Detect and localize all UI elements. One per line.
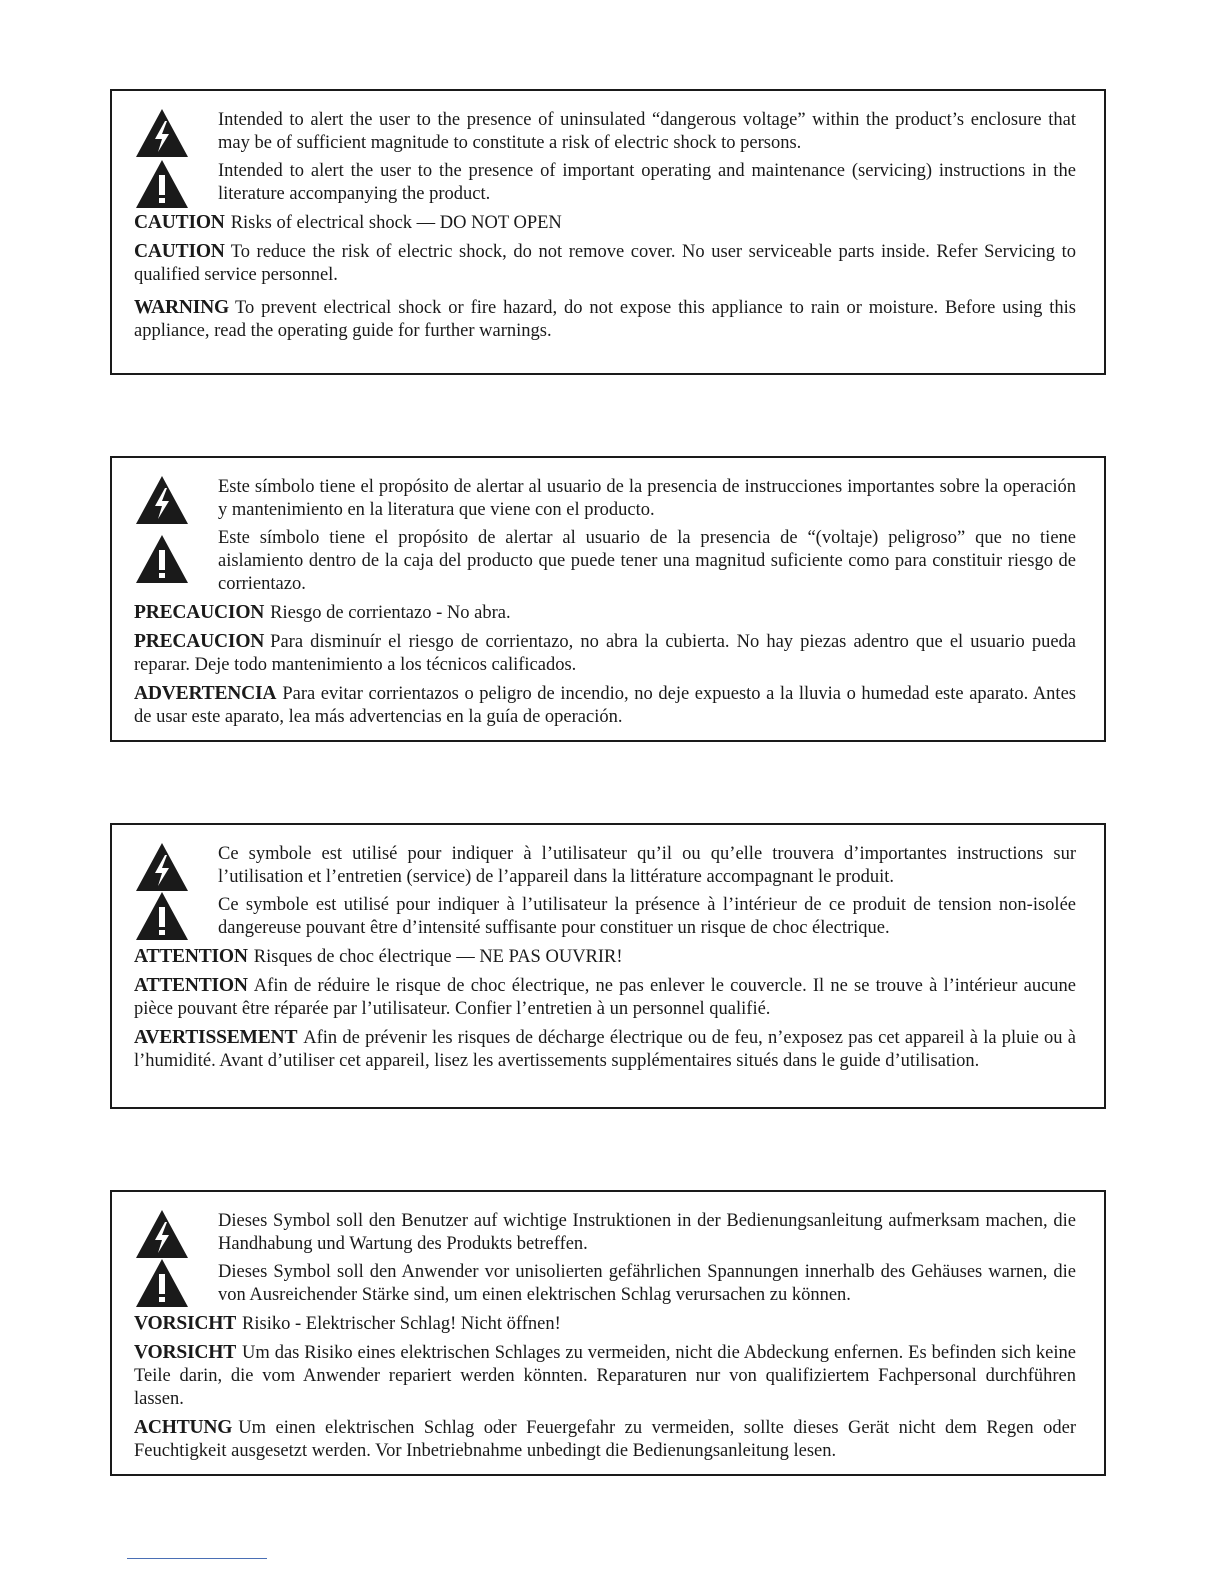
caution-text: Afin de réduire le risque de choc électrique, ne pas enlever le couvercle. Il ne se trouve à l’intérieur aucune pièce pouvant être réparée par l’utilisateur. Confier l’entretien à un personnel qualifié. <box>134 976 1076 1019</box>
warning-box-english <box>110 89 1106 375</box>
caution-paragraph <box>134 211 1076 235</box>
symbol-description: Ce symbole est utilisé pour indiquer à l’utilisateur qu’il ou qu’elle trouvera d’importantes instructions sur l’utilisation et l’entretien (service) de l’appareil dans la littérature accompagnant le produit. <box>218 844 1076 887</box>
symbol-row-lightning <box>134 1210 1076 1256</box>
caution-text: Risiko - Elektrischer Schlag! Nicht öffnen! <box>242 1314 561 1334</box>
caution-paragraph <box>134 945 1076 969</box>
caution-text: Risques de choc électrique — NE PAS OUVRIR! <box>253 947 623 967</box>
symbol-description: Este símbolo tiene el propósito de alertar al usuario de la presencia de instrucciones importantes sobre la operación y mantenimiento en la literatura que viene con el producto. <box>218 477 1076 520</box>
caution-label: PRECAUCION <box>134 631 265 652</box>
lightning-warning-icon <box>134 107 190 159</box>
symbol-description: Intended to alert the user to the presence of important operating and maintenance (servicing) instructions in the literature accompanying the product. <box>218 161 1076 204</box>
symbol-description: Este símbolo tiene el propósito de alertar al usuario de la presencia de “(voltaje) peligroso” que no tiene aislamiento dentro de la caja del producto que puede tener una magnitud suficiente como para constituir riesgo de corrientazo. <box>218 528 1076 594</box>
symbol-description: Intended to alert the user to the presence of uninsulated “dangerous voltage” within the product’s enclosure that may be of sufficient magnitude to constitute a risk of electric shock to persons. <box>218 110 1076 153</box>
caution-text: Riesgo de corrientazo - No abra. <box>270 603 511 623</box>
caution-text: Para disminuír el riesgo de corrientazo, no abra la cubierta. No hay piezas adentro que el usuario pueda reparar. Deje todo mantenimiento a los técnicos calificados. <box>134 632 1076 675</box>
warning-text: To prevent electrical shock or fire hazard, do not expose this appliance to rain or moisture. Before using this appliance, read the operating guide for further warnings. <box>134 298 1076 341</box>
warning-label: AVERTISSEMENT <box>134 1027 298 1048</box>
caution-label: VORSICHT <box>134 1313 237 1334</box>
caution-paragraph <box>134 1312 1076 1336</box>
warning-text: Um einen elektrischen Schlag oder Feuergefahr zu vermeiden, sollte dieses Gerät nicht dem Regen oder Feuchtigkeit ausgesetzt werden. Vor Inbetriebnahme unbedingt die Bedienungsanleitung lesen. <box>134 1418 1076 1461</box>
caution-label: CAUTION <box>134 212 225 233</box>
caution-paragraph <box>134 630 1076 677</box>
exclamation-warning-icon <box>134 158 190 210</box>
symbol-row-lightning <box>134 109 1076 155</box>
caution-label: ATTENTION <box>134 975 248 996</box>
symbol-row-lightning <box>134 476 1076 522</box>
warning-paragraph <box>134 296 1076 343</box>
caution-label: ATTENTION <box>134 946 248 967</box>
warning-box-french <box>110 823 1106 1109</box>
symbol-row-exclamation <box>134 527 1076 596</box>
warning-label: ACHTUNG <box>134 1417 233 1438</box>
symbol-description: Ce symbole est utilisé pour indiquer à l’utilisateur la présence à l’intérieur de ce produit de tension non-isolée dangereuse pouvant être d’intensité suffisante pour constituer un risque de choc électrique. <box>218 895 1076 938</box>
caution-paragraph <box>134 1341 1076 1411</box>
symbol-row-lightning <box>134 843 1076 889</box>
warning-text: Afin de prévenir les risques de décharge électrique ou de feu, n’exposez pas cet appareil à la pluie ou à l’humidité. Avant d’utiliser cet appareil, lisez les avertissements supplémentaires situés dans le guide d’utilisation. <box>134 1028 1076 1071</box>
warning-paragraph <box>134 1416 1076 1463</box>
symbol-description: Dieses Symbol soll den Benutzer auf wichtige Instruktionen in der Bedienungsanleitung aufmerksam machen, die Handhabung und Wartung des Produkts betreffen. <box>218 1211 1076 1254</box>
exclamation-warning-icon <box>134 533 190 585</box>
caution-paragraph <box>134 974 1076 1021</box>
symbol-row-exclamation <box>134 1261 1076 1307</box>
caution-label: VORSICHT <box>134 1342 237 1363</box>
caution-paragraph <box>134 240 1076 287</box>
exclamation-warning-icon <box>134 1257 190 1309</box>
lightning-warning-icon <box>134 474 190 526</box>
warning-paragraph <box>134 682 1076 729</box>
warning-box-spanish <box>110 456 1106 742</box>
warning-paragraph <box>134 1026 1076 1073</box>
caution-text: Risks of electrical shock — DO NOT OPEN <box>230 213 562 233</box>
warning-label: WARNING <box>134 297 230 318</box>
lightning-warning-icon <box>134 841 190 893</box>
symbol-row-exclamation <box>134 160 1076 206</box>
caution-text: To reduce the risk of electric shock, do not remove cover. No user serviceable parts inside. Refer Servicing to qualified service personnel. <box>134 242 1076 285</box>
lightning-warning-icon <box>134 1208 190 1260</box>
caution-text: Um das Risiko eines elektrischen Schlages zu vermeiden, nicht die Abdeckung enfernen. Es befinden sich keine Teile darin, die vom Anwender repariert werden könnten. Reparaturen nur von qualifiziertem Fachpersonal durchführen lassen. <box>134 1343 1076 1409</box>
warning-label: ADVERTENCIA <box>134 683 277 704</box>
symbol-row-exclamation <box>134 894 1076 940</box>
caution-paragraph <box>134 601 1076 625</box>
caution-label: PRECAUCION <box>134 602 265 623</box>
warning-text: Para evitar corrientazos o peligro de incendio, no deje expuesto a la lluvia o humedad este aparato. Antes de usar este aparato, lea más advertencias en la guía de operación. <box>134 684 1076 727</box>
footer-rule <box>127 1558 267 1559</box>
caution-label: CAUTION <box>134 241 225 262</box>
symbol-description: Dieses Symbol soll den Anwender vor unisolierten gefährlichen Spannungen innerhalb des Gehäuses warnen, die von Ausreichender Stärke sind, um einen elektrischen Schlag verursachen zu können. <box>218 1262 1076 1305</box>
exclamation-warning-icon <box>134 890 190 942</box>
warning-box-german <box>110 1190 1106 1476</box>
